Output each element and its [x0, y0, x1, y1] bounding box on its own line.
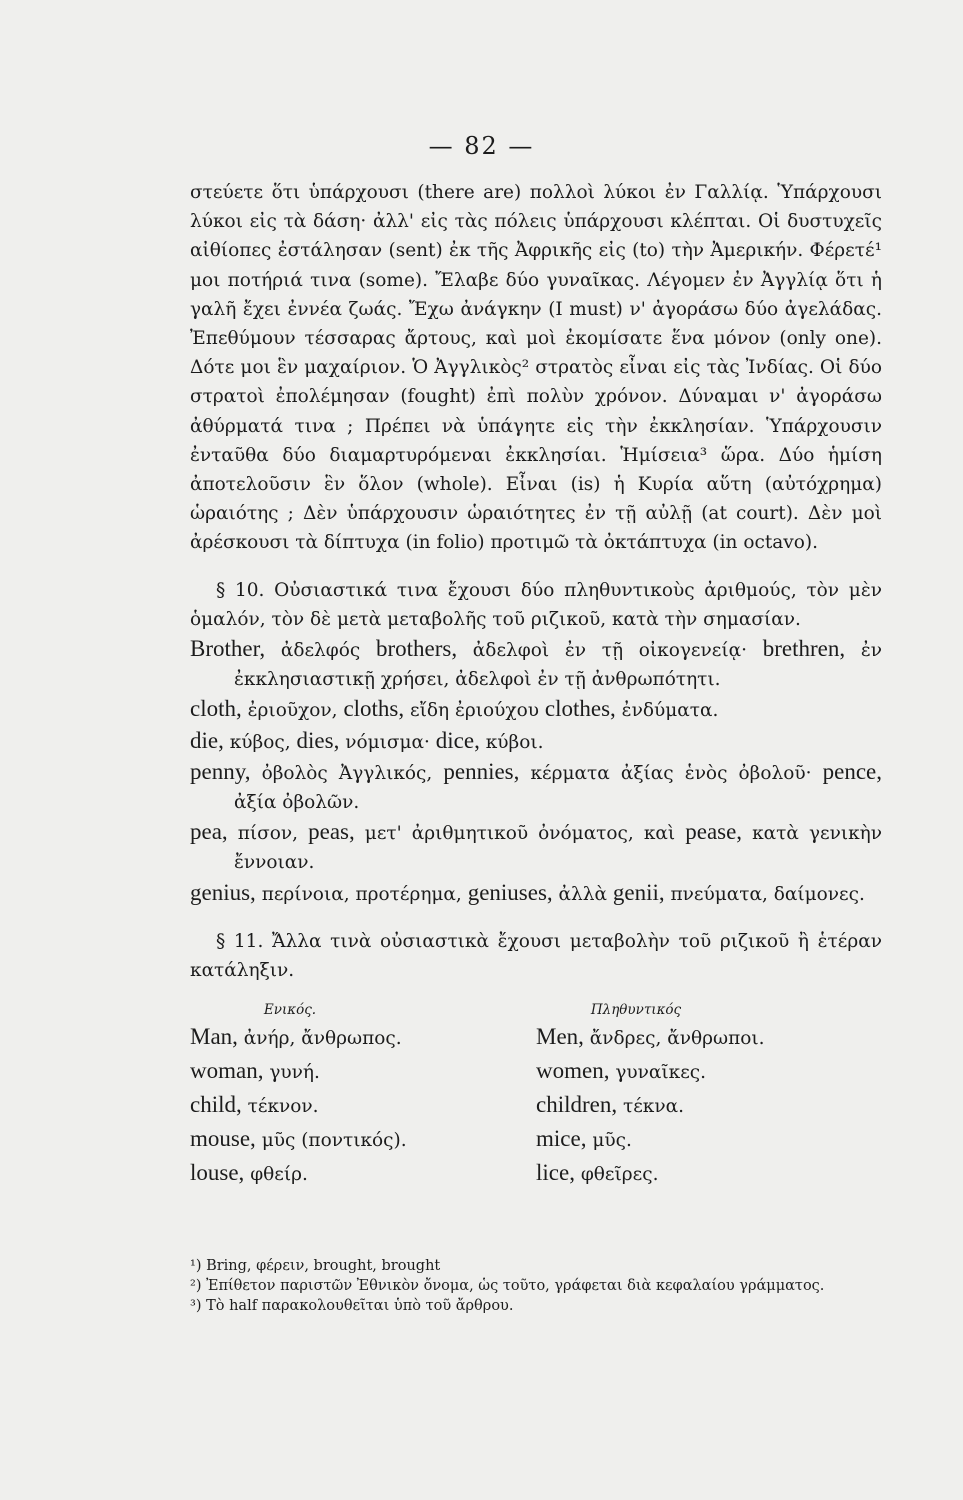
- word-greek: ἀνήρ, ἄνθρωπος.: [237, 1028, 402, 1050]
- table-row: [536, 1123, 882, 1157]
- word-english: Man,: [190, 1024, 238, 1050]
- word-english: Men,: [536, 1024, 584, 1050]
- list-item: [190, 726, 882, 757]
- list-item: [190, 817, 882, 877]
- word-greek: ἄνδρες, ἄνθρωποι.: [583, 1028, 765, 1050]
- page-body: [190, 178, 882, 1191]
- word-english: genius,: [190, 879, 256, 905]
- table-row: [536, 1157, 882, 1191]
- word-greek: κατὰ γενικὴν ἔννοιαν.: [234, 823, 882, 874]
- section-10-heading: § 10. Οὐσιαστικά τινα ἔχουσι δύο πληθυντικοὺς ἀριθμούς, τὸν μὲν ὁμαλόν, τὸν δὲ μετὰ μεταβολῆς τοῦ ριζικοῦ, κατὰ τὴν σημασίαν.: [190, 579, 882, 630]
- plural-column: [536, 999, 882, 1191]
- table-row: [190, 1055, 536, 1089]
- word-english: mice,: [536, 1126, 587, 1152]
- word-greek: ἐνδύματα.: [615, 700, 719, 722]
- word-english: pennies,: [443, 758, 520, 784]
- list-item: [190, 694, 882, 725]
- table-row: [190, 1157, 536, 1191]
- word-english: children,: [536, 1092, 618, 1118]
- word-greek: ὀβολὸς Ἀγγλικός,: [250, 762, 444, 784]
- plural-table: [190, 999, 882, 1191]
- word-english: cloth,: [190, 696, 242, 722]
- section-11-heading: § 11. Ἄλλα τινὰ οὐσιαστικὰ ἔχουσι μεταβολὴν τοῦ ριζικοῦ ἢ ἑτέραν κατάληξιν.: [190, 930, 882, 982]
- word-greek: πνεύματα, δαίμονες.: [664, 883, 865, 905]
- word-english: child,: [190, 1092, 242, 1118]
- word-english: brothers,: [375, 636, 458, 662]
- word-english: pease,: [685, 819, 743, 845]
- word-english: pence,: [822, 758, 882, 784]
- exercise-paragraph: στεύετε ὅτι ὑπάρχουσι (there are) πολλοὶ λύκοι ἐν Γαλλίᾳ. Ὑπάρχουσι λύκοι εἰς τὰ δάση· ἀλλ' εἰς τὰς πόλεις ὑπάρχουσι κλέπται. Οἱ δυστυχεῖς αἰθίοπες ἐστάλησαν (sent) ἐκ τῆς Ἀφρικῆς εἰς (to) τὴν Ἀμερικήν. Φέρετέ¹ μοι ποτήριά τινα (some). Ἔλαβε δύο γυναῖκας. Λέγομεν ἐν Ἀγγλίᾳ ὅτι ἡ γαλῆ ἔχει ἐννέα ζωάς. Ἔχω ἀνάγκην (I must) ν' ἀγοράσω δύο ἀγελάδας. Ἐπεθύμουν τέσσαρας ἄρτους, καὶ μοὶ ἐκομίσατε ἕνα μόνον (only one). Δότε μοι ἓν μαχαίριον. Ὁ Ἀγγλικὸς² στρατὸς εἶναι εἰς τὰς Ἰνδίας. Οἱ δύο στρατοὶ ἐπολέμησαν (fought) ἐπὶ πολὺν χρόνον. Δύναμαι ν' ἀγοράσω ἀθύρματά τινα ; Πρέπει νὰ ὑπάγητε εἰς τὴν ἐκκλησίαν. Ὑπάρχουσιν ἐνταῦθα δύο διαμαρτυρόμεναι ἐκκλησίαι. Ἡμίσεια³ ὥρα. Δύο ἡμίση ἀποτελοῦσιν ἓν ὅλον (whole). Εἶναι (is) ἡ Κυρία αὕτη (αὐτόχρημα) ὡραιότης ; Δὲν ὑπάρχουσιν ὡραιότητες ἐν τῇ αὐλῇ (at court). Δὲν μοὶ ἀρέσκουσι τὰ δίπτυχα (in folio) προτιμῶ τὰ ὀκτάπτυχα (in octavo).: [190, 182, 882, 554]
- word-greek: ἀδελφοὶ ἐν τῇ οἰκογενείᾳ·: [457, 640, 763, 662]
- footnote: ³) Τὸ half παρακολουθεῖται ὑπὸ τοῦ ἄρθρου.: [190, 1298, 514, 1314]
- table-row: [190, 1123, 536, 1157]
- word-english: genii,: [612, 879, 665, 905]
- word-greek: ἀλλὰ: [552, 883, 613, 905]
- page-number: — 82 —: [428, 132, 535, 160]
- word-greek: ἐν ἐκκλησιαστικῇ χρήσει, ἀδελφοὶ ἐν τῇ ἀνθρωπότητι.: [234, 640, 882, 691]
- word-english: woman,: [190, 1058, 264, 1084]
- word-greek: κύβοι.: [479, 731, 544, 753]
- table-row: [536, 1089, 882, 1123]
- word-english: lice,: [536, 1160, 575, 1186]
- word-english: clothes,: [544, 696, 616, 722]
- word-greek: ἐριοῦχον,: [241, 700, 344, 722]
- footnote: ²) Ἐπίθετον παριστῶν Ἐθνικὸν ὄνομα, ὡς τοῦτο, γράφεται διὰ κεφαλαίου γράμματος.: [190, 1278, 825, 1294]
- word-english: brethren,: [762, 636, 846, 662]
- word-greek: ἀδελφός: [265, 640, 376, 662]
- list-item: [190, 878, 882, 909]
- word-greek: φθείρ.: [244, 1164, 308, 1186]
- word-greek: νόμισμα·: [339, 731, 436, 753]
- word-greek: μετ' ἀριθμητικοῦ ὀνόματος, καὶ: [354, 823, 686, 845]
- list-item: [190, 757, 882, 817]
- word-greek: τέκνον.: [241, 1096, 319, 1118]
- footnote: ¹) Bring, φέρειν, brought, brought: [190, 1258, 441, 1274]
- word-greek: τέκνα.: [617, 1096, 684, 1118]
- word-greek: περίνοια, προτέρημα,: [255, 883, 468, 905]
- column-header-plural: Πληθυντικός: [590, 1002, 682, 1019]
- word-greek: κέρματα ἀξίας ἑνὸς ὀβολοῦ·: [519, 762, 823, 784]
- singular-column: [190, 999, 536, 1191]
- word-greek: ἀξία ὀβολῶν.: [234, 792, 360, 814]
- word-english: pea,: [190, 819, 228, 845]
- word-english: die,: [190, 727, 224, 753]
- word-english: louse,: [190, 1160, 245, 1186]
- footnotes: [190, 1256, 882, 1316]
- table-row: [536, 1055, 882, 1089]
- word-english: women,: [536, 1058, 610, 1084]
- word-greek: γυναῖκες.: [609, 1062, 707, 1084]
- word-english: dies,: [296, 727, 340, 753]
- table-row: [190, 1021, 536, 1055]
- table-row: [536, 1021, 882, 1055]
- word-english: peas,: [308, 819, 355, 845]
- word-greek: μῦς (ποντικός).: [255, 1130, 407, 1152]
- word-english: mouse,: [190, 1126, 256, 1152]
- word-greek: φθεῖρες.: [574, 1164, 659, 1186]
- word-greek: γυνή.: [263, 1062, 320, 1084]
- word-english: Brother,: [190, 636, 266, 662]
- word-greek: εἴδη ἐριούχου: [404, 700, 545, 722]
- word-english: penny,: [190, 758, 251, 784]
- word-english: cloths,: [343, 696, 405, 722]
- table-row: [190, 1089, 536, 1123]
- column-header-singular: Ενικός.: [263, 1002, 317, 1019]
- word-greek: πίσον,: [227, 823, 309, 845]
- word-english: geniuses,: [467, 879, 553, 905]
- word-english: dice,: [435, 727, 480, 753]
- word-greek: κύβος,: [223, 731, 297, 753]
- list-item: [190, 634, 882, 694]
- word-greek: μῦς.: [586, 1130, 632, 1152]
